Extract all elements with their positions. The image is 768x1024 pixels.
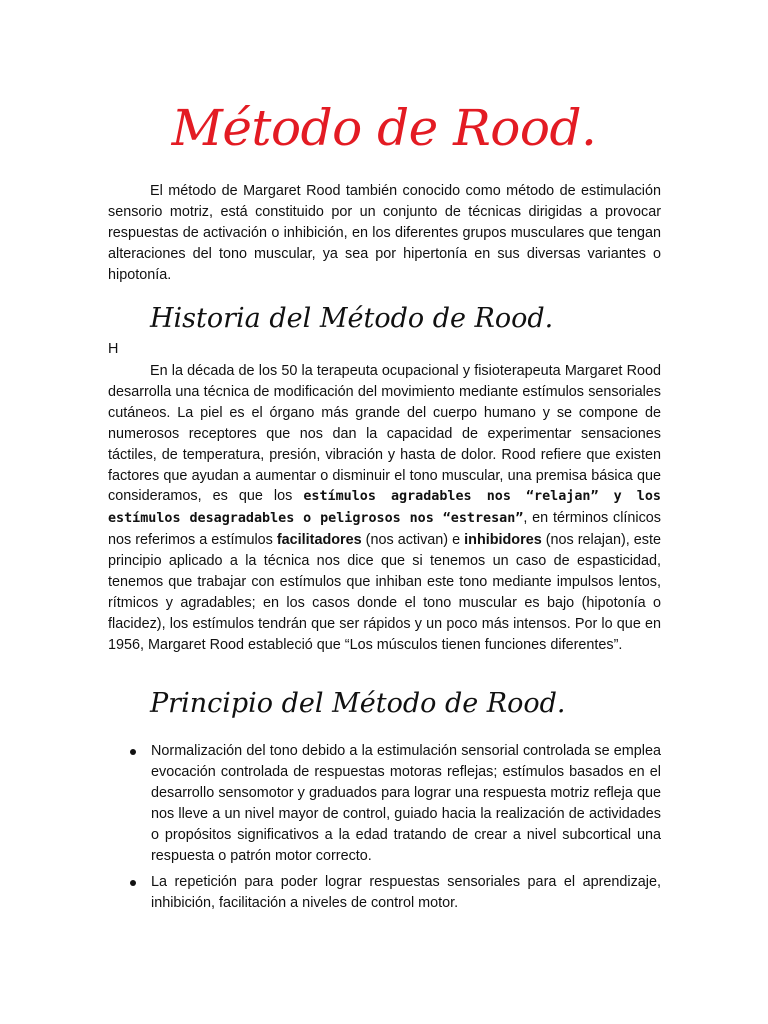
historia-bold-phrase: estímulos agradables nos “relajan” y los estímulos desagradables o peligrosos nos “estresan” [108,489,661,527]
historia-text-part2: , en términos clínicos nos referimos a estímulos [108,510,661,549]
intro-paragraph: El método de Margaret Rood también conocido como método de estimulación sensorio motriz, está constituido por un conjunto de técnicas dirigidas a provocar respuestas de activación o inhibición, en los diferentes grupos musculares que tengan alteraciones del tono muscular, ya sea por hipertonía en sus diversas variantes o hipotonía. [108,183,661,283]
historia-paragraph [108,361,661,656]
list-item-text: Normalización del tono debido a la estimulación sensorial controlada se emplea evocación controlada de respuestas motoras reflejas; estímulos basados en el desarrollo sensomotor y graduados para lograr una respuesta motriz refleja que nos lleve a un nivel mayor de control, guiado hacia la realización de actividades o propósitos significativos a la edad tratando de crear a nivel subcortical una respuesta o patrón motor correcto. [151,743,661,864]
historia-text-part1: En la década de los 50 la terapeuta ocupacional y fisioterapeuta Margaret Rood desarrolla una técnica de modificación del movimiento mediante estímulos sensoriales cutáneos. La piel es el órgano más grande del cuerpo humano y se compone de numerosos receptores que nos dan la capacidad de experimentar sensaciones táctiles, de temperatura, presión, vibración y hasta de dolor. Rood refiere que existen factores que ayudan a aumentar o disminuir el tono muscular, una premisa básica que consideramos, es que los [108,363,661,505]
bullet-icon [130,749,136,755]
stray-letter: H [108,341,119,357]
historia-bold-facilitadores: facilitadores [276,532,362,549]
principio-bullet-list [108,741,661,920]
historia-text-part3: (nos activan) e [361,532,465,549]
document-title: Método de Rood. [171,99,597,157]
list-item [108,872,661,914]
historia-text-part4: (nos relajan), este principio aplicado a la técnica nos dice que si tenemos un caso de espasticidad, tenemos que trabajar con estímulos que inhiban este tono mediante impulsos lentos, rítmicos y agradables; en los casos donde el tono muscular es bajo (hipotonía o flacidez), los estímulos tendrán que ser rápidos y un poco más intensos. Por lo que en 1956, Margaret Rood estableció que “Los músculos tienen funciones diferentes”. [108,532,661,653]
list-item [108,741,661,866]
list-item-text: La repetición para poder lograr respuestas sensoriales para el aprendizaje, inhibición, facilitación a niveles de control motor. [151,874,661,912]
bullet-icon [130,880,136,886]
historia-bold-inhibidores: inhibidores [464,532,542,549]
historia-heading: Historia del Método de Rood. [150,303,554,334]
principio-heading: Principio del Método de Rood. [150,688,566,719]
